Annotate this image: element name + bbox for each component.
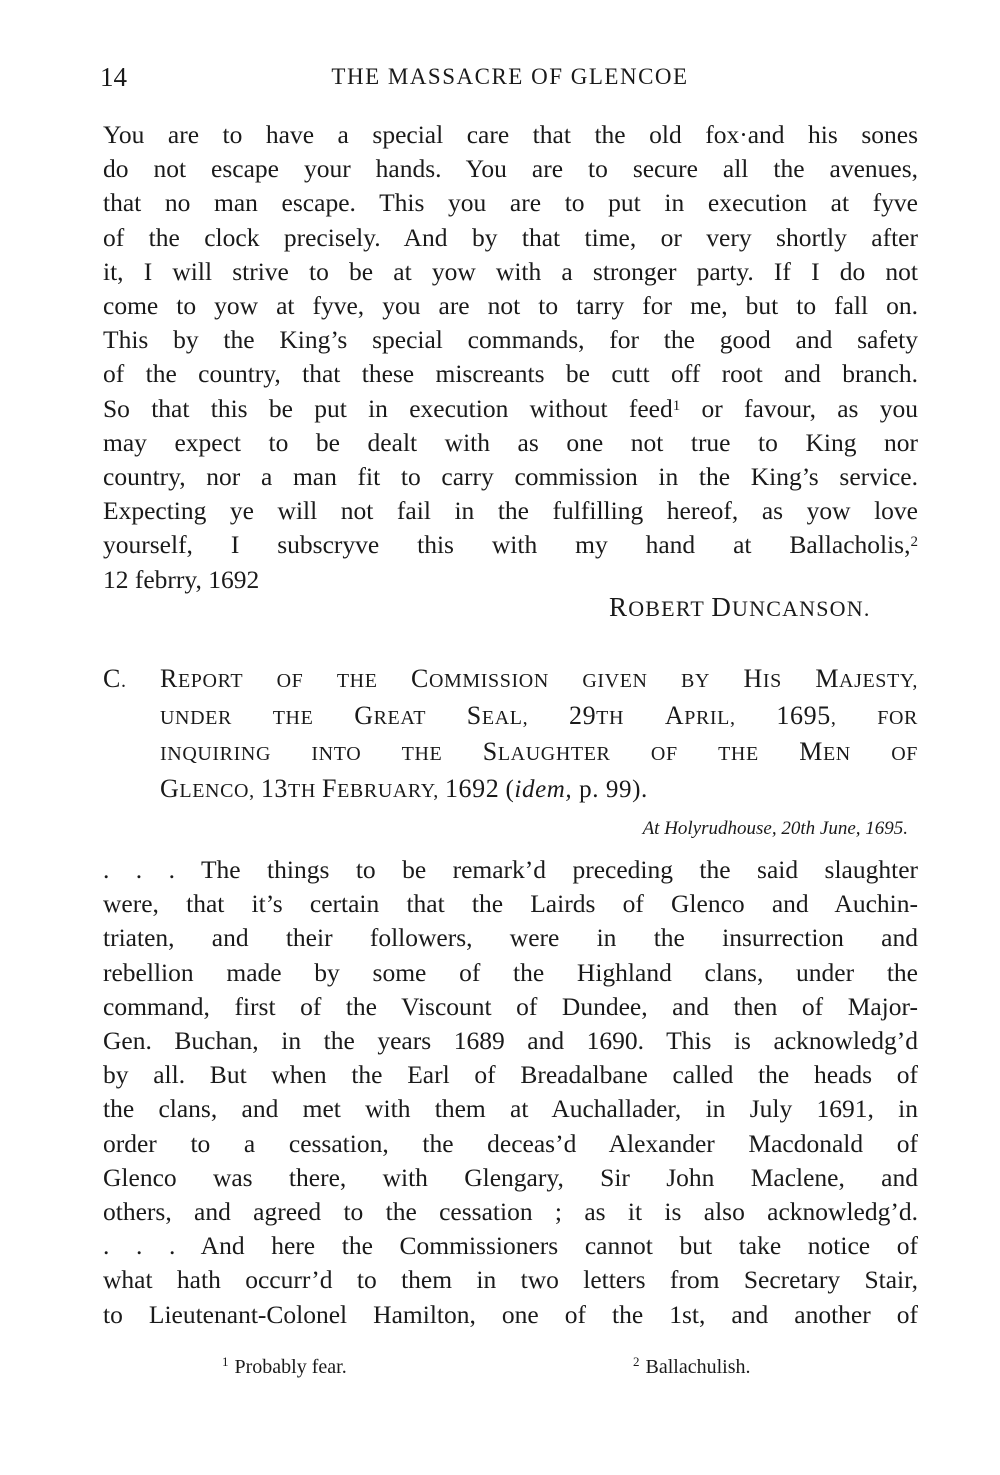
heading-text: INQUIRING INTO THE SLAUGHTER OF THE MEN OF [160,737,919,766]
footnote-ref-2[interactable]: 2 [910,534,918,551]
heading-line [103,699,918,736]
text-line: what hath occurr’d to them in two letters from Secretary Stair, [103,1265,918,1295]
text-line: You are to have a special care that the old fox·and his sones [103,120,918,149]
text-line: may expect to be dealt with as one not true to King nor [103,427,918,457]
heading-text: GLENCO, 13TH FEBRUARY, 1692 [160,773,500,803]
footnote-ref-1[interactable]: 1 [672,397,681,414]
text-line: . . . And here the Commissioners cannot but take notice of [103,1231,918,1261]
running-title: THE MASSACRE OF GLENCOE [331,64,689,89]
page-number: 14 [100,62,127,92]
footnote-1: $^1$ Probably fear. [222,1354,347,1378]
text-line: do not escape your hands. You are to secure all the avenues, [103,154,918,184]
heading-page: p. 99). [572,775,648,803]
text-line: of the country, that these miscreants be cutt off root and branch. [103,359,918,389]
heading-text: C. REPORT OF THE COMMISSION GIVEN BY HIS MAJESTY, [103,664,918,693]
text-line: command, first of the Viscount of Dundee, and then of Major- [103,991,918,1021]
heading-line [103,662,918,699]
text-line: order to a cessation, the deceas’d Alexander Macdonald of [103,1128,918,1158]
line-end: or favour, as you [680,393,919,423]
text-line: . . . The things to be remark’d preceding the said slaughter [103,855,918,884]
text-line: 12 febrry, 1692 [103,564,260,594]
text-line [103,528,918,562]
text-line: country, nor a man fit to carry commission in the King’s service. [103,462,918,492]
line-start: yourself, I subscryve this with my hand at Ballacholis, [103,530,911,560]
text-line: it, I will strive to be at yow with a stronger party. If I do not [103,256,918,286]
report-body [103,853,918,1332]
text-line: the clans, and met with them at Auchallader, in July 1691, in [103,1094,918,1124]
text-line: of the clock precisely. And by that time, or very shortly after [103,222,918,252]
letter-text [103,118,918,597]
text-line: Expecting ye will not fail in the fulfilling hereof, as yow love [103,496,918,526]
page-header [100,62,920,102]
text-line: Gen. Buchan, in the years 1689 and 1690. This is acknowledg’d [103,1026,918,1056]
text-line: This by the King’s special commands, for the good and safety [103,325,918,355]
signature: ROBERT DUNCANSON. [609,592,871,622]
text-line: others, and agreed to the cessation ; as it is also acknowledg’d. [103,1197,918,1227]
text-line: Glenco was there, with Glengary, Sir John Maclene, and [103,1162,918,1192]
text-line: that no man escape. This you are to put in execution at fyve [103,188,918,218]
text-line: by all. But when the Earl of Breadalbane called the heads of [103,1060,918,1090]
footnote-2: $^2$ Ballachulish. [633,1354,751,1378]
heading-line [103,735,918,772]
text-line: triaten, and their followers, were in the insurrection and [103,923,918,953]
heading-text: UNDER THE GREAT SEAL, 29TH APRIL, 1695, FOR [160,700,918,730]
text-line: rebellion made by some of the Highland clans, under the [103,957,918,987]
dateline: At Holyrudhouse, 20th June, 1695. [642,818,908,839]
line-start: So that this be put in execution without feed [103,393,673,423]
heading-source: idem, [514,775,573,803]
text-line [103,392,918,426]
heading-line: GLENCO, 13TH FEBRUARY, 1692 (idem, p. 99). [160,773,648,803]
text-line: come to yow at fyve, you are not to tarry for me, but to fall on. [103,291,918,321]
report-heading [103,662,918,808]
text-line: were, that it’s certain that the Lairds of Glenco and Auchin- [103,889,918,919]
text-line: to Lieutenant-Colonel Hamilton, one of the 1st, and another of [103,1299,918,1329]
